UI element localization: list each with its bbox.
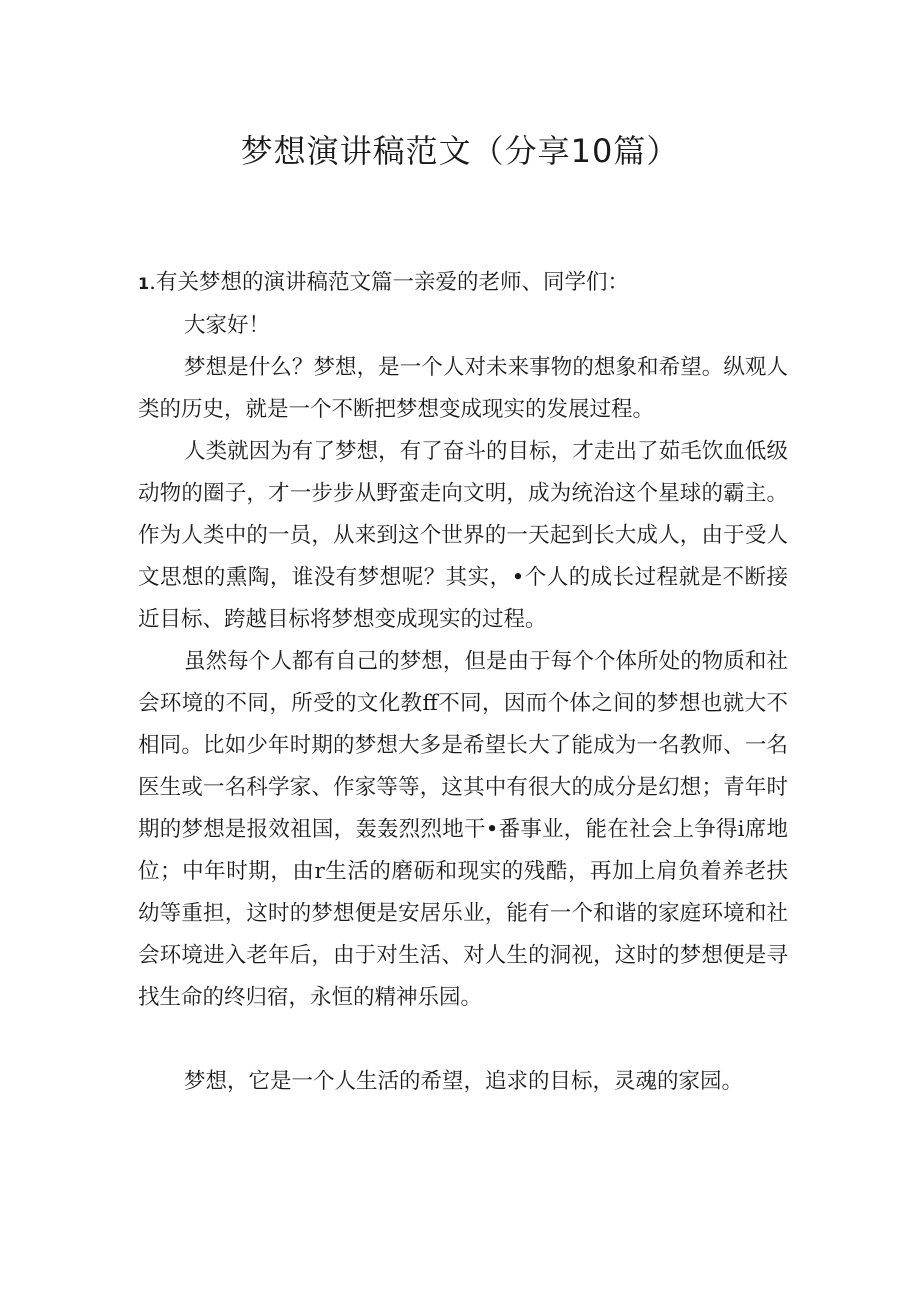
- section-number: 1: [138, 274, 150, 293]
- paragraph-greeting: 大家好！: [184, 313, 271, 338]
- paragraph: 虽然每个人都有自己的梦想，但是由于每个个体所处的物质和社会环境的不同，所受的文化教ff不同，因而个体之间的梦想也就大不相同。比如少年时期的梦想大多是希望长大了能成为一名教师、一名医生或一名科学家、作家等等，这其中有很大的成分是幻想；青年时期的梦想是报效祖国，轰轰烈烈地干•番事业，能在社会上争得i席地位；中年时期，由r生活的磨砺和现实的残酷，再加上肩负着养老扶幼等重担，这时的梦想便是安居乐业，能有一个和谐的家庭环境和社会环境进入老年后，由于对生活、对人生的洞视，这时的梦想便是寻找生命的终归宿，永恒的精神乐园。: [138, 649, 788, 1010]
- paragraph: 人类就因为有了梦想，有了奋斗的目标，才走出了茹毛饮血低级动物的圈子，才一步步从野蛮走向文明，成为统治这个星球的霸主。作为人类中的一员，从来到这个世界的一天起到长大成人，由于受人文思想的熏陶，谁没有梦想呢？其实，•个人的成长过程就是不断接近目标、跨越目标将梦想变成现实的过程。: [138, 439, 788, 632]
- paragraph-gap: [138, 1019, 788, 1061]
- paragraph: 梦想是什么？梦想，是一个人对未来事物的想象和希望。纵观人类的历史，就是一个不断把梦想变成现实的发展过程。: [138, 355, 788, 422]
- section-heading: [138, 262, 788, 305]
- paragraph: 梦想，它是一个人生活的希望，追求的目标，灵魂的家园。: [184, 1069, 744, 1094]
- section-heading-text: .有关梦想的演讲稿范文篇一亲爱的老师、同学们：: [149, 270, 629, 295]
- document-body: [138, 262, 788, 1103]
- document-title: 梦想演讲稿范文（分享10篇）: [240, 132, 680, 170]
